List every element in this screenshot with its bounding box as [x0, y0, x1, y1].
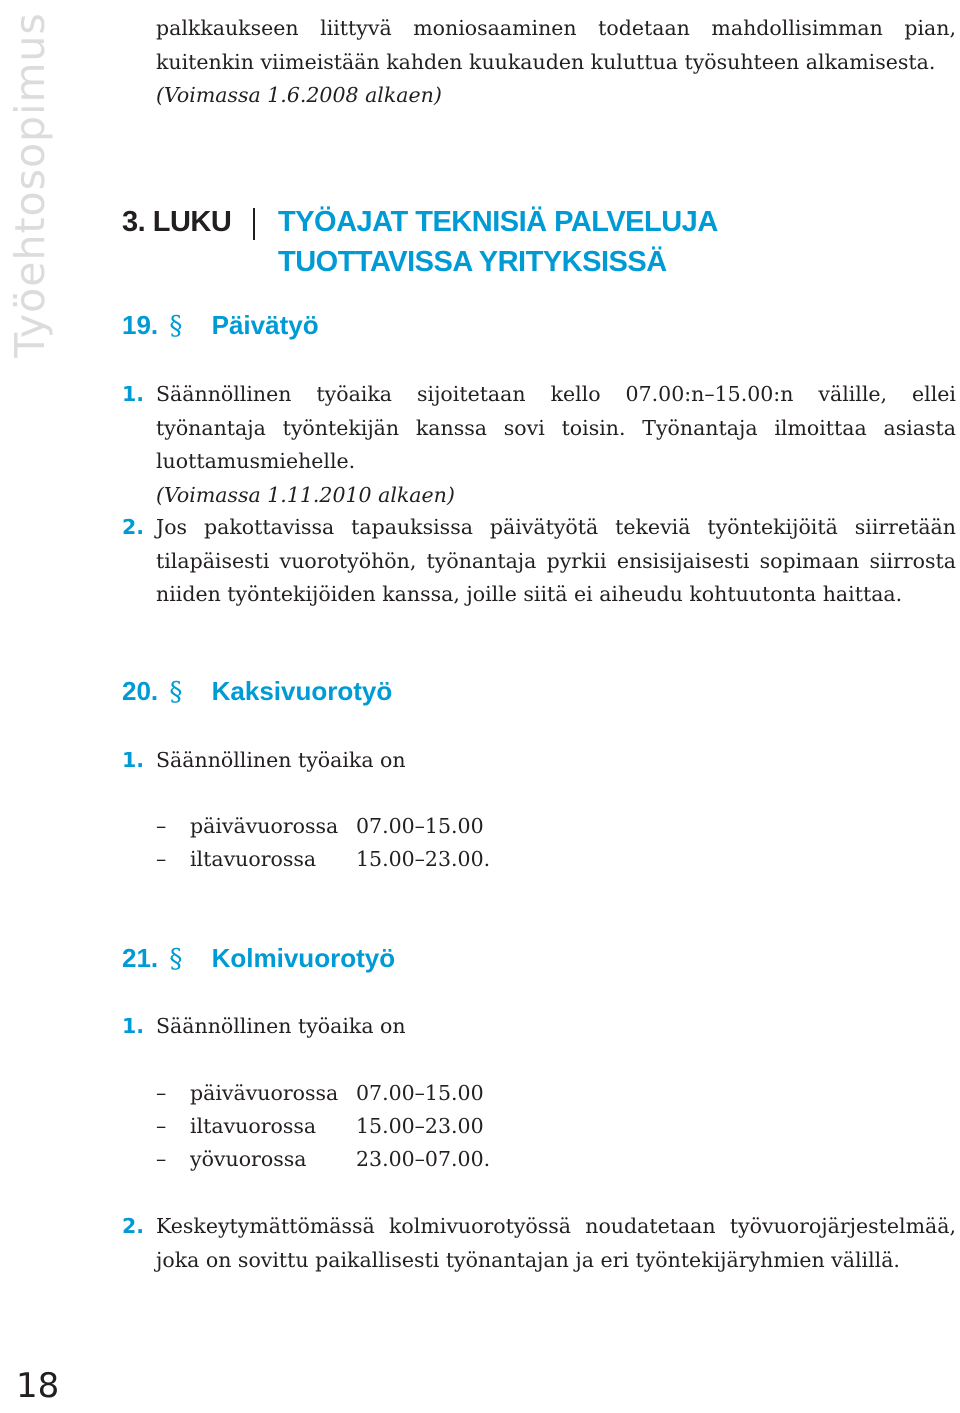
item-number: 2. — [122, 1214, 145, 1238]
item-number: 1. — [122, 382, 145, 406]
section-symbol: § — [169, 944, 183, 974]
intro-paragraph — [156, 12, 956, 113]
item-number: 2. — [122, 515, 145, 539]
shift-time: 15.00–23.00 — [356, 1114, 484, 1138]
side-title: Työehtosopimus — [6, 12, 54, 358]
section-heading-19 — [122, 310, 319, 341]
dash: – — [156, 847, 167, 871]
item-note: (Voimassa 1.11.2010 alkaen) — [156, 482, 455, 507]
shift-name: yövuorossa — [190, 1147, 307, 1171]
chapter-title-line2: TUOTTAVISSA YRITYKSISSÄ — [278, 246, 667, 278]
shift-row — [156, 1110, 484, 1144]
section-symbol: § — [169, 311, 183, 341]
item-number: 1. — [122, 1014, 145, 1038]
item-paragraph — [156, 378, 956, 512]
shift-row — [156, 843, 490, 877]
page-number: 18 — [16, 1366, 60, 1406]
chapter-divider — [253, 208, 255, 240]
shift-name: iltavuorossa — [190, 847, 317, 871]
shift-time: 23.00–07.00. — [356, 1147, 491, 1171]
section-symbol: § — [169, 677, 183, 707]
item-text: Jos pakottavissa tapauksissa päivätyötä tekeviä työntekijöitä siirretään tilapäisesti vuorotyöhön, työnantaja pyrkii ensisijaisesti sopimaan siirrosta niiden työntekijöiden kanssa, joille siitä ei aiheudu kohtuutonta haittaa. — [156, 515, 956, 606]
item-text: Säännöllinen työaika sijoitetaan kello 07.00:n–15.00:n välille, ellei työnantaja työntekijän kanssa sovi toisin. Työnantaja ilmoittaa asiasta luottamusmiehelle. — [156, 382, 956, 473]
shift-row — [156, 1077, 484, 1111]
shift-time: 07.00–15.00 — [356, 814, 484, 838]
section-title: Kolmivuorotyö — [211, 943, 396, 973]
chapter-label: 3. LUKU — [122, 206, 232, 238]
item-text: Keskeytymättömässä kolmivuorotyössä noudatetaan työvuorojärjestelmää, joka on sovittu paikallisesti työnantajan ja eri työntekijäryhmien välillä. — [156, 1214, 956, 1272]
item-text: Säännöllinen työaika on — [156, 1014, 406, 1038]
intro-note: (Voimassa 1.6.2008 alkaen) — [156, 83, 442, 107]
dash: – — [156, 1147, 167, 1171]
item-number: 1. — [122, 748, 145, 772]
section-number: 19. — [122, 310, 159, 340]
section-heading-20 — [122, 676, 392, 707]
shift-row — [156, 810, 484, 844]
shift-name: päivävuorossa — [190, 814, 339, 838]
shift-time: 15.00–23.00. — [356, 847, 491, 871]
item-paragraph — [156, 511, 956, 612]
dash: – — [156, 1081, 167, 1105]
dash: – — [156, 814, 167, 838]
section-heading-21 — [122, 943, 395, 974]
section-title: Päivätyö — [211, 310, 319, 340]
item-text: Säännöllinen työaika on — [156, 748, 406, 772]
section-title: Kaksivuorotyö — [211, 676, 393, 706]
section-number: 20. — [122, 676, 159, 706]
shift-name: iltavuorossa — [190, 1114, 317, 1138]
section-number: 21. — [122, 943, 159, 973]
shift-time: 07.00–15.00 — [356, 1081, 484, 1105]
shift-row — [156, 1143, 490, 1177]
shift-name: päivävuorossa — [190, 1081, 339, 1105]
chapter-title-line1: TYÖAJAT TEKNISIÄ PALVELUJA — [278, 206, 718, 238]
dash: – — [156, 1114, 167, 1138]
intro-text: palkkaukseen liittyvä moniosaaminen todetaan mahdollisimman pian, kuitenkin viimeistään kahden kuukauden kuluttua työsuhteen alkamisesta. — [156, 16, 956, 74]
